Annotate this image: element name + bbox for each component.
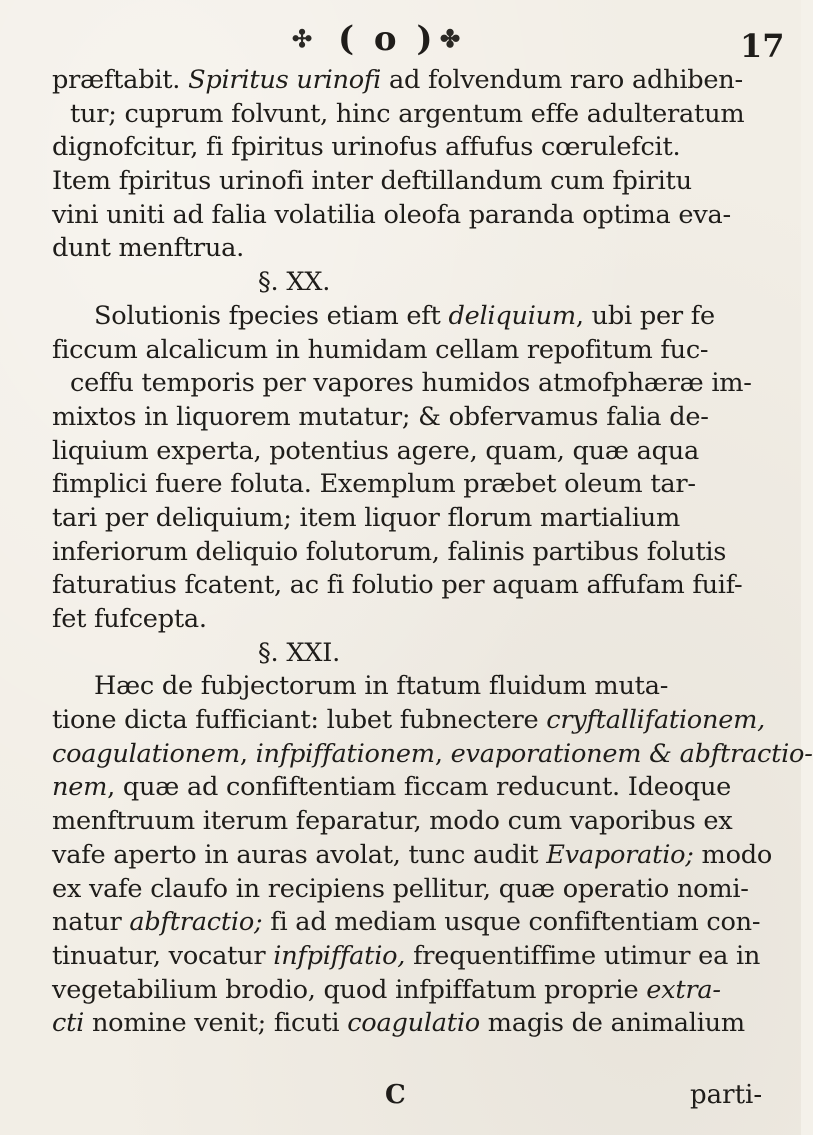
text-line	[52, 569, 752, 603]
text-span: liquium experta, potentius agere, quam, quæ aqua	[52, 435, 699, 466]
text-line	[52, 300, 752, 334]
body-text	[52, 64, 813, 1041]
text-line	[52, 131, 752, 165]
text-span: magis de animalium	[479, 1008, 745, 1039]
text-span: natur	[52, 907, 130, 938]
ornament-right-icon: ✤	[440, 24, 461, 53]
text-span: ex vafe claufo in recipiens pellitur, quæ operatio nomi-	[52, 873, 749, 904]
text-span: tari per deliquium; item liquor florum martialium	[52, 502, 681, 533]
text-line	[52, 401, 752, 435]
text-span: tur; cuprum folvunt, hinc argentum effe adulteratum	[70, 98, 745, 129]
text-span: fet fufcepta.	[52, 604, 207, 634]
gathering-signature: C	[385, 1080, 406, 1110]
italic-term: deliquium	[448, 300, 576, 331]
text-span: ad folvendum raro adhiben-	[381, 65, 743, 95]
text-span: Item fpiritus urinofi inter deftillandum cum fpiritu	[52, 166, 692, 197]
text-line	[52, 165, 752, 199]
text-span: , quæ ad confiftentiam ficcam reducunt. Ideoque	[107, 772, 732, 803]
text-span: præftabit.	[52, 65, 189, 95]
catchword: parti-	[690, 1080, 763, 1110]
italic-term: infpiffatio,	[273, 940, 406, 971]
text-line	[52, 468, 752, 502]
text-span: ceffu temporis per vapores humidos atmofphæræ im-	[70, 368, 752, 399]
italic-term: coagulationem	[52, 738, 240, 769]
italic-term: Spiritus urinofi	[188, 65, 382, 95]
text-span: inferiorum deliquio folutorum, falinis partibus folutis	[52, 536, 727, 567]
text-span: Hæc de fubjectorum in ftatum fluidum muta-	[94, 671, 669, 702]
text-line	[52, 536, 752, 570]
text-span: vafe aperto in auras avolat, tunc audit	[52, 839, 547, 870]
text-line	[52, 367, 752, 401]
text-span: ,	[434, 738, 451, 769]
italic-term: nem	[52, 772, 108, 803]
text-span: ficcum alcalicum in humidam cellam repofitum fuc-	[52, 334, 709, 365]
text-span: faturatius fcatent, ac fi folutio per aquam affufam fuif-	[52, 570, 743, 601]
text-line	[52, 738, 813, 772]
text-line	[52, 98, 752, 132]
italic-term: infpiffationem	[255, 738, 435, 769]
text-line	[52, 974, 752, 1008]
signature-mark: ( o )	[338, 19, 437, 59]
text-line	[52, 502, 752, 536]
text-line	[52, 232, 752, 266]
text-span: , ubi per fe	[575, 300, 715, 331]
text-line	[52, 873, 752, 907]
text-span: vini uniti ad falia volatilia oleofa paranda optima eva-	[52, 199, 731, 230]
page-number: 17	[740, 27, 785, 65]
text-line	[52, 805, 752, 839]
text-span: dignofcitur, fi fpiritus urinofus affufus cœrulefcit.	[52, 132, 681, 163]
italic-term: cryftallifationem,	[546, 705, 765, 736]
text-span: mixtos in liquorem mutatur; & obfervamus falia de-	[52, 401, 709, 432]
italic-term: evaporationem & abftractio-	[450, 738, 813, 769]
text-line	[52, 670, 752, 704]
italic-term: abftractio;	[129, 907, 263, 938]
text-span: vegetabilium brodio, quod infpiffatum proprie	[52, 974, 647, 1005]
text-span: §. XX.	[258, 267, 331, 298]
text-line	[52, 1007, 752, 1041]
text-span: §. XXI.	[258, 637, 341, 668]
text-line	[52, 839, 773, 873]
italic-term: extra-	[646, 974, 721, 1005]
text-line	[52, 771, 752, 805]
text-span: dunt menftrua.	[52, 233, 245, 264]
text-line	[52, 199, 752, 233]
text-span: frequentiffime utimur ea in	[405, 940, 761, 971]
text-line	[52, 603, 752, 637]
text-span: nomine venit; ficuti	[84, 1008, 348, 1039]
italic-term: cti	[52, 1008, 85, 1039]
text-line	[52, 334, 752, 368]
text-span: fi ad mediam usque confiftentiam con-	[262, 907, 761, 938]
text-span: tinuatur, vocatur	[52, 940, 274, 971]
text-line	[52, 435, 752, 469]
text-span: tione dicta fufficiant: lubet fubnectere	[52, 705, 547, 736]
ornament-left-icon: ✣	[292, 24, 313, 53]
page-header	[0, 18, 801, 65]
text-line	[52, 940, 761, 974]
text-span: modo	[693, 839, 773, 870]
section-heading	[52, 637, 752, 671]
text-span: menftruum iterum feparatur, modo cum vaporibus ex	[52, 806, 733, 837]
text-line	[52, 64, 752, 98]
italic-term: Evaporatio;	[546, 839, 694, 870]
section-heading	[52, 266, 752, 300]
text-span: Solutionis fpecies etiam eft	[94, 300, 449, 331]
text-span: ,	[239, 738, 256, 769]
text-line	[52, 906, 761, 940]
text-span: fimplici fuere foluta. Exemplum præbet oleum tar-	[52, 469, 696, 500]
text-line	[52, 704, 765, 738]
italic-term: coagulatio	[347, 1008, 480, 1039]
